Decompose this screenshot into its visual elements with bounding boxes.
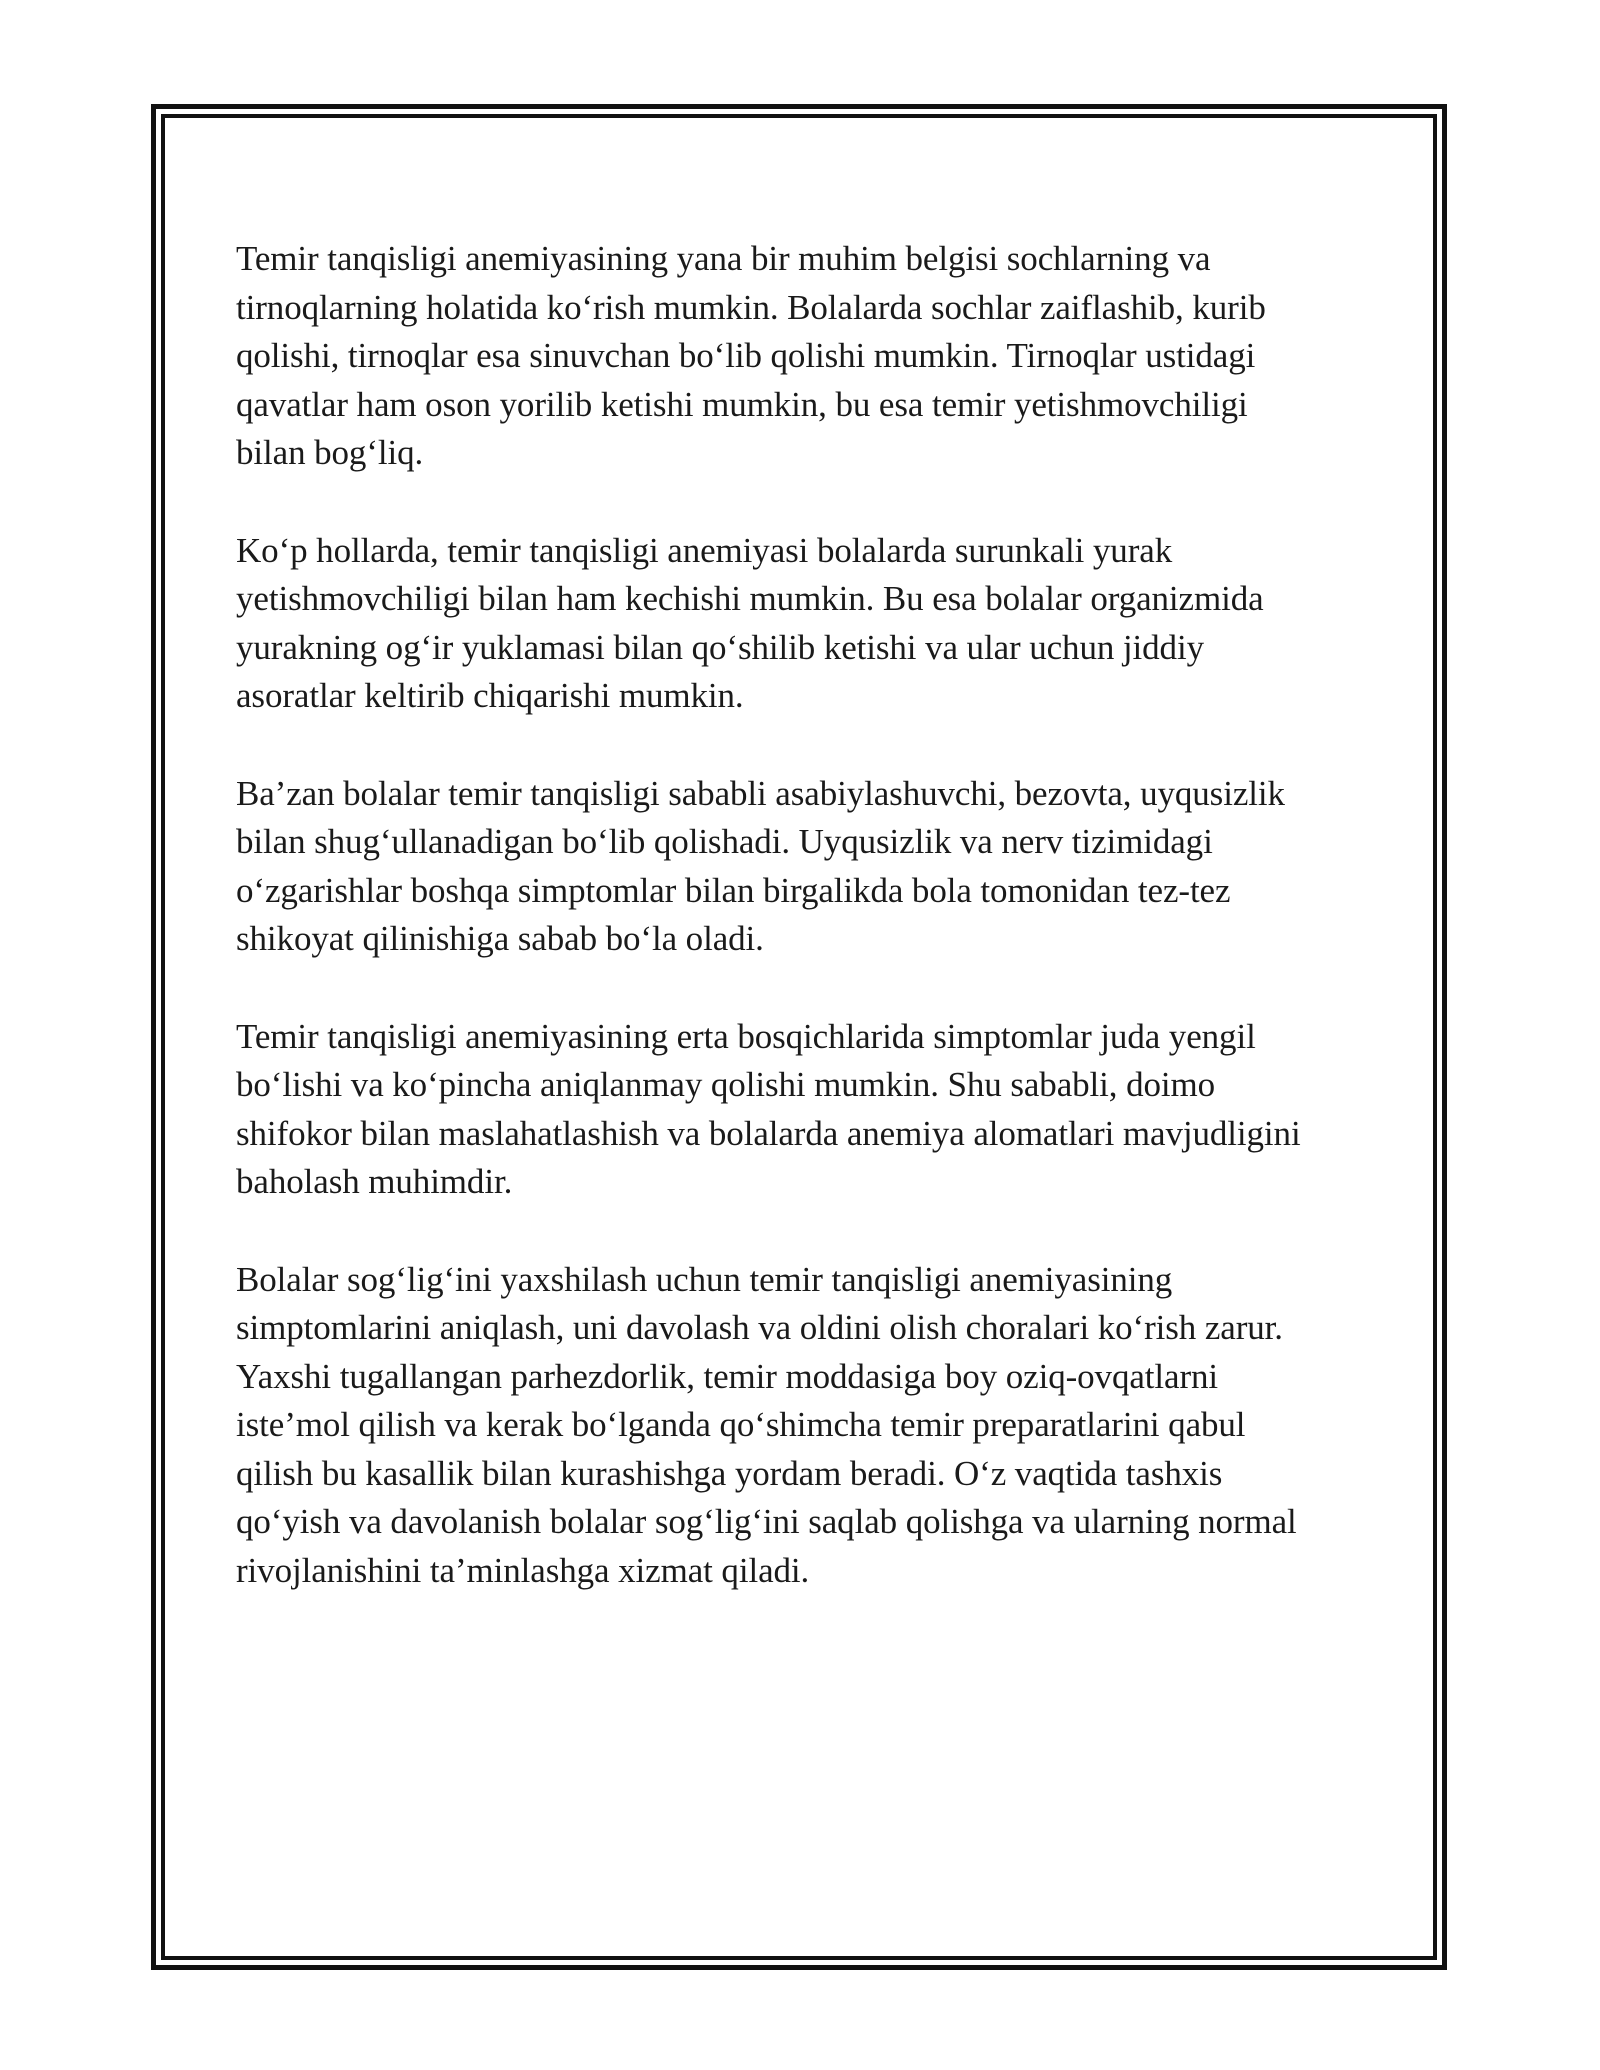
paragraph-5 — [236, 1256, 1366, 1596]
paragraph-2 — [236, 527, 1366, 721]
text-line: baholash muhimdir. — [236, 1162, 513, 1201]
text-line: bilan shug‘ullanadigan bo‘lib qolishadi. Uyqusizlik va nerv tizimidagi — [236, 822, 1213, 861]
text-line: simptomlarini aniqlash, uni davolash va oldini olish choralari ko‘rish zarur. — [236, 1308, 1283, 1347]
document-body — [236, 235, 1366, 1644]
text-line: Bolalar sog‘lig‘ini yaxshilash uchun temir tanqisligi anemiyasining — [236, 1259, 1173, 1299]
text-line: qolishi, tirnoqlar esa sinuvchan bo‘lib qolishi mumkin. Tirnoqlar ustidagi — [236, 336, 1256, 375]
text-line: shifokor bilan maslahatlashish va bolalarda anemiya alomatlari mavjudligini — [236, 1113, 1301, 1153]
text-line: Ko‘p hollarda, temir tanqisligi anemiyasi bolalarda surunkali yurak — [236, 530, 1173, 570]
text-line: asoratlar keltirib chiqarishi mumkin. — [236, 676, 744, 715]
text-line: tirnoqlarning holatida ko‘rish mumkin. Bolalarda sochlar zaiflashib, kurib — [236, 287, 1266, 327]
paragraph-1 — [236, 235, 1366, 478]
text-line: Ba’zan bolalar temir tanqisligi sababli asabiylashuvchi, bezovta, uyqusizlik — [236, 773, 1285, 813]
text-line: shikoyat qilinishiga sabab bo‘la oladi. — [236, 919, 764, 958]
text-line: o‘zgarishlar boshqa simptomlar bilan birgalikda bola tomonidan tez-tez — [236, 870, 1231, 910]
text-line: iste’mol qilish va kerak bo‘lganda qo‘shimcha temir preparatlarini qabul — [236, 1405, 1246, 1444]
text-line: Yaxshi tugallangan parhezdorlik, temir moddasiga boy oziq-ovqatlarni — [236, 1356, 1219, 1396]
text-line: yurakning og‘ir yuklamasi bilan qo‘shilib ketishi va ular uchun jiddiy — [236, 627, 1204, 667]
text-line: qo‘yish va davolanish bolalar sog‘lig‘ini saqlab qolishga va ularning normal — [236, 1502, 1297, 1541]
text-line: qavatlar ham oson yorilib ketishi mumkin, bu esa temir yetishmovchiligi — [236, 384, 1248, 424]
text-line: Temir tanqisligi anemiyasining erta bosqichlarida simptomlar juda yengil — [236, 1016, 1256, 1056]
text-line: Temir tanqisligi anemiyasining yana bir muhim belgisi sochlarning va — [236, 239, 1211, 278]
text-line: rivojlanishini ta’minlashga xizmat qiladi. — [236, 1550, 810, 1590]
text-line: bo‘lishi va ko‘pincha aniqlanmay qolishi mumkin. Shu sababli, doimo — [236, 1065, 1216, 1104]
paragraph-4 — [236, 1013, 1366, 1207]
text-line: bilan bog‘liq. — [236, 433, 424, 472]
paragraph-3 — [236, 770, 1366, 964]
text-line: qilish bu kasallik bilan kurashishga yordam beradi. O‘z vaqtida tashxis — [236, 1453, 1223, 1493]
text-line: yetishmovchiligi bilan ham kechishi mumkin. Bu esa bolalar organizmida — [236, 579, 1264, 618]
